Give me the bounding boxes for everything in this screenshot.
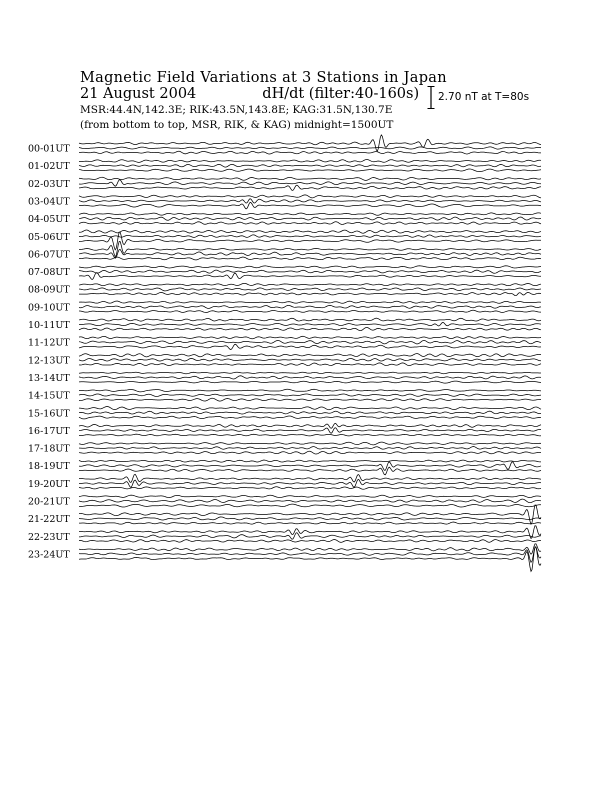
trace-KAG-19-20UT: [79, 474, 541, 482]
trace-RIK-05-06UT: [79, 235, 541, 238]
hour-label: 03-04UT: [28, 196, 70, 208]
trace-row-05-06UT: [28, 230, 541, 250]
trace-row-12-13UT: [28, 354, 541, 367]
trace-RIK-04-05UT: [79, 217, 541, 220]
hour-label: 19-20UT: [28, 478, 70, 490]
hour-label: 02-03UT: [28, 178, 70, 190]
trace-RIK-03-04UT: [79, 199, 541, 203]
trace-RIK-00-01UT: [79, 147, 541, 149]
trace-KAG-04-05UT: [79, 213, 541, 215]
trace-MSR-20-21UT: [79, 504, 541, 507]
trace-MSR-04-05UT: [79, 222, 541, 225]
trace-KAG-20-21UT: [79, 495, 541, 497]
trace-row-04-05UT: [28, 213, 541, 225]
trace-RIK-02-03UT: [79, 180, 541, 186]
trace-MSR-06-07UT: [79, 257, 541, 260]
trace-row-06-07UT: [28, 241, 541, 260]
trace-RIK-06-07UT: [79, 250, 541, 259]
trace-KAG-01-02UT: [79, 160, 541, 163]
trace-KAG-16-17UT: [79, 423, 541, 428]
trace-MSR-22-23UT: [79, 540, 541, 543]
trace-MSR-14-15UT: [79, 398, 541, 401]
trace-row-19-20UT: [28, 474, 541, 490]
trace-RIK-18-19UT: [79, 462, 541, 470]
trace-KAG-10-11UT: [79, 318, 541, 321]
trace-row-15-16UT: [28, 407, 541, 420]
hour-label: 08-09UT: [28, 284, 70, 296]
hour-label: 09-10UT: [28, 302, 70, 314]
trace-row-07-08UT: [28, 266, 541, 280]
trace-MSR-16-17UT: [79, 434, 541, 436]
trace-MSR-12-13UT: [79, 363, 541, 366]
chart-title: Magnetic Field Variations at 3 Stations in Japan: [80, 70, 447, 86]
station-order-note: (from bottom to top, MSR, RIK, & KAG) midnight=1500UT: [80, 119, 394, 131]
trace-KAG-00-01UT: [79, 135, 541, 151]
trace-RIK-16-17UT: [79, 428, 541, 434]
trace-RIK-17-18UT: [79, 447, 541, 450]
trace-RIK-09-10UT: [79, 305, 541, 308]
trace-RIK-22-23UT: [79, 533, 541, 540]
scale-bar-label: 2.70 nT at T=80s: [438, 91, 530, 103]
trace-KAG-13-14UT: [79, 372, 541, 374]
hour-label: 20-21UT: [28, 496, 70, 508]
trace-row-21-22UT: [28, 505, 541, 525]
trace-RIK-10-11UT: [79, 322, 541, 326]
hour-label: 15-16UT: [28, 408, 70, 420]
station-coordinates: MSR:44.4N,142.3E; RIK:43.5N,143.8E; KAG:31.5N,130.7E: [80, 104, 393, 116]
trace-RIK-13-14UT: [79, 376, 541, 379]
hour-label: 16-17UT: [28, 425, 70, 437]
trace-MSR-15-16UT: [79, 416, 541, 419]
hour-label: 07-08UT: [28, 267, 70, 279]
trace-row-11-12UT: [28, 336, 541, 349]
trace-MSR-21-22UT: [79, 522, 541, 524]
hour-label: 11-12UT: [28, 337, 70, 349]
trace-MSR-19-20UT: [79, 487, 541, 489]
trace-row-20-21UT: [28, 495, 541, 507]
trace-KAG-23-24UT: [79, 544, 541, 554]
trace-row-18-19UT: [28, 460, 541, 475]
trace-row-16-17UT: [28, 423, 541, 437]
trace-row-13-14UT: [28, 372, 541, 384]
trace-row-08-09UT: [28, 283, 541, 295]
trace-KAG-18-19UT: [79, 460, 541, 462]
trace-KAG-05-06UT: [79, 230, 541, 233]
trace-MSR-02-03UT: [79, 185, 541, 190]
trace-KAG-21-22UT: [79, 505, 541, 524]
trace-RIK-15-16UT: [79, 411, 541, 414]
hour-label: 18-19UT: [28, 461, 70, 473]
trace-KAG-07-08UT: [79, 266, 541, 268]
trace-RIK-11-12UT: [79, 340, 541, 344]
trace-KAG-14-15UT: [79, 389, 541, 392]
hour-label: 13-14UT: [28, 372, 70, 384]
trace-row-02-03UT: [28, 177, 541, 190]
trace-MSR-00-01UT: [79, 151, 541, 154]
trace-RIK-21-22UT: [79, 517, 541, 520]
trace-KAG-15-16UT: [79, 407, 541, 410]
trace-row-17-18UT: [28, 442, 541, 454]
trace-row-00-01UT: [28, 135, 541, 155]
trace-KAG-11-12UT: [79, 336, 541, 338]
hour-label: 22-23UT: [28, 531, 70, 543]
trace-KAG-09-10UT: [79, 301, 541, 303]
hour-label: 00-01UT: [28, 143, 70, 155]
trace-MSR-08-09UT: [79, 292, 541, 295]
hour-label: 21-22UT: [28, 514, 70, 526]
trace-MSR-09-10UT: [79, 310, 541, 312]
trace-RIK-19-20UT: [79, 479, 541, 487]
hour-label: 14-15UT: [28, 390, 70, 402]
hour-label: 12-13UT: [28, 355, 70, 367]
trace-RIK-20-21UT: [79, 499, 541, 502]
filter-text: dH/dt (filter:40-160s): [262, 86, 420, 102]
trace-row-10-11UT: [28, 318, 541, 331]
trace-MSR-01-02UT: [79, 169, 541, 172]
trace-MSR-23-24UT: [79, 547, 541, 572]
trace-MSR-18-19UT: [79, 467, 541, 475]
hour-label: 10-11UT: [28, 320, 70, 331]
hour-label: 17-18UT: [28, 443, 70, 455]
trace-RIK-01-02UT: [79, 164, 541, 167]
trace-MSR-05-06UT: [79, 232, 541, 250]
trace-MSR-17-18UT: [79, 451, 541, 454]
trace-KAG-17-18UT: [79, 442, 541, 445]
trace-RIK-07-08UT: [79, 270, 541, 273]
trace-row-23-24UT: [28, 544, 541, 572]
trace-MSR-10-11UT: [79, 328, 541, 331]
date-text: 21 August 2004: [80, 86, 197, 102]
trace-RIK-14-15UT: [79, 394, 541, 396]
trace-KAG-03-04UT: [79, 195, 541, 198]
trace-row-01-02UT: [28, 160, 541, 173]
hour-label: 04-05UT: [28, 214, 70, 226]
trace-RIK-08-09UT: [79, 288, 541, 291]
hour-label: 05-06UT: [28, 231, 70, 243]
trace-row-09-10UT: [28, 301, 541, 313]
trace-KAG-08-09UT: [79, 283, 541, 285]
trace-MSR-03-04UT: [79, 202, 541, 208]
trace-row-14-15UT: [28, 389, 541, 401]
trace-row-22-23UT: [28, 526, 541, 543]
hour-label: 06-07UT: [28, 249, 70, 261]
trace-KAG-02-03UT: [79, 177, 541, 180]
trace-KAG-12-13UT: [79, 354, 541, 357]
hour-label: 01-02UT: [28, 161, 70, 173]
trace-MSR-11-12UT: [79, 344, 541, 349]
trace-MSR-07-08UT: [79, 273, 541, 280]
trace-MSR-13-14UT: [79, 381, 541, 383]
trace-RIK-12-13UT: [79, 358, 541, 361]
trace-row-03-04UT: [28, 195, 541, 209]
hour-label: 23-24UT: [28, 549, 70, 561]
